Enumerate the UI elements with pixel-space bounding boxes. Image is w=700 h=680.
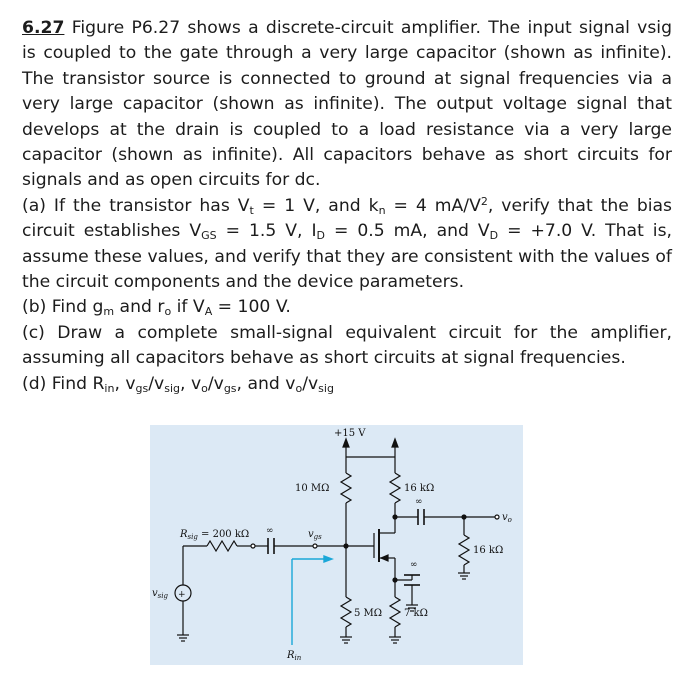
rin-arrow xyxy=(292,556,332,645)
r-gate-bottom-label: 5 MΩ xyxy=(354,608,383,619)
sub-in: in xyxy=(104,381,115,395)
part-a xyxy=(22,194,672,296)
part-d-text: , v xyxy=(180,373,202,394)
r-sig-sub: sig xyxy=(187,533,198,541)
rin-symbol: R xyxy=(287,650,295,661)
circuit-figure xyxy=(150,425,523,665)
part-d-text: /v xyxy=(207,373,224,394)
r-sig-value: = 200 kΩ xyxy=(197,529,250,540)
sub-gs: gs xyxy=(223,381,237,395)
vo-label xyxy=(502,512,512,524)
rin-sub: in xyxy=(294,654,302,662)
part-b-text: and r xyxy=(114,297,165,318)
resistor-drain xyxy=(390,473,400,503)
part-b-text: (b) Find g xyxy=(22,297,104,318)
resistor-source xyxy=(390,597,400,627)
sub-n: n xyxy=(378,203,386,217)
vgs-sub: gs xyxy=(313,533,322,541)
r-source-label: 7 kΩ xyxy=(404,608,428,619)
sub-o: o xyxy=(295,381,303,395)
sub-o: o xyxy=(164,305,172,319)
r-sig-label xyxy=(179,529,249,541)
resistor-sig xyxy=(207,541,237,551)
part-a-text: = 1.5 V, I xyxy=(216,221,317,242)
rin-label xyxy=(286,650,302,662)
part-b-text: if V xyxy=(171,297,205,318)
part-d-text: /v xyxy=(302,373,319,394)
problem-statement xyxy=(22,16,672,397)
part-a-text: = +7.0 V. That is, assume these values, and verify that they are consistent with the values of the circuit components and the device parameters. xyxy=(22,221,672,293)
resistor-load xyxy=(459,535,469,565)
part-d-text: , and v xyxy=(236,373,296,394)
supply-arrow-icon xyxy=(392,439,398,447)
vo-symbol: v xyxy=(502,512,508,523)
vsig-sub: sig xyxy=(157,592,168,600)
sub-a: A xyxy=(204,305,213,319)
sub-sig: sig xyxy=(318,381,334,395)
resistor-5meg xyxy=(341,597,351,627)
problem-intro xyxy=(22,16,672,194)
vgs-symbol: v xyxy=(308,529,314,540)
part-a-text: (a) If the transistor has V xyxy=(22,195,250,216)
sub-d: D xyxy=(489,229,499,243)
sub-d: D xyxy=(316,229,326,243)
part-d-text: /v xyxy=(148,373,165,394)
part-d-text: , v xyxy=(114,373,136,394)
r-sig-symbol: R xyxy=(180,529,188,540)
resistor-10meg xyxy=(341,473,351,503)
vsig-symbol: v xyxy=(152,588,158,599)
plus-sign: + xyxy=(178,590,186,600)
sub-gs: GS xyxy=(201,229,217,243)
part-b-text: = 100 V. xyxy=(212,297,291,318)
mosfet-arrow-icon xyxy=(381,555,388,561)
problem-number: 6.27 xyxy=(22,18,65,38)
part-a-text: = 4 mA/V xyxy=(385,195,481,216)
r-gate-top-label: 10 MΩ xyxy=(295,483,330,494)
cap-in-label: ∞ xyxy=(266,526,274,536)
vgs-label xyxy=(308,529,322,541)
part-b xyxy=(22,295,672,320)
vsig-label xyxy=(152,588,168,600)
cap-out-label: ∞ xyxy=(415,497,423,507)
part-d xyxy=(22,372,672,397)
intro-text: Figure P6.27 shows a discrete-circuit amplifier. The input signal vsig is coupled to the gate through a very large capacitor (shown as infinite). The transistor source is connected to ground at signal frequencies via a very large capacitor (shown as infinite). The output voltage signal that develops at the drain is coupled to a load resistance via a very large capacitor (shown as infinite). All capacitors behave as short circuits for signals and as open circuits for dc. xyxy=(22,18,672,191)
supply-arrow-icon xyxy=(343,439,349,447)
sub-gs: gs xyxy=(135,381,149,395)
r-drain-label: 16 kΩ xyxy=(404,483,435,494)
sub-m: m xyxy=(103,305,115,319)
sub-t: t xyxy=(249,203,254,217)
cap-bypass-label: ∞ xyxy=(410,560,418,570)
vo-sub: o xyxy=(507,516,512,524)
sub-sig: sig xyxy=(164,381,181,395)
sub-o: o xyxy=(201,381,208,395)
supply-label: +15 V xyxy=(334,428,366,439)
part-d-text: (d) Find R xyxy=(22,373,105,394)
circuit-diagram xyxy=(150,425,523,665)
part-a-text: = 0.5 mA, and V xyxy=(325,221,490,242)
part-a-text: , verify that the bias circuit establishes V xyxy=(22,195,673,242)
r-load-label: 16 kΩ xyxy=(473,545,504,556)
part-a-text: = 1 V, and k xyxy=(253,195,379,216)
sup-2: 2 xyxy=(480,194,488,208)
part-c: (c) Draw a complete small-signal equivalent circuit for the amplifier, assuming all capacitors behave as short circuits at signal frequencies. xyxy=(22,322,672,369)
